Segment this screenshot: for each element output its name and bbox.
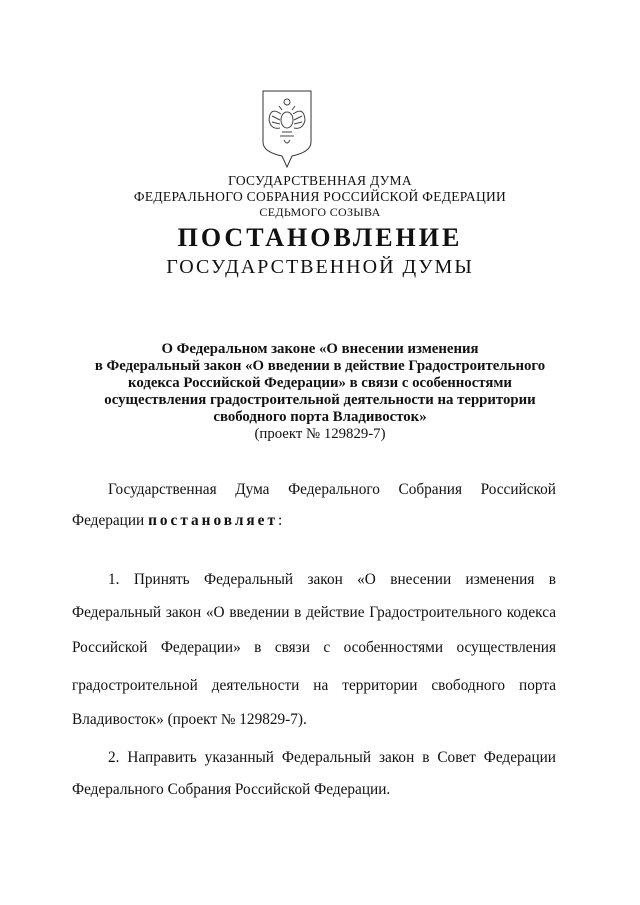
title-line: свободного порта Владивосток» — [213, 409, 427, 425]
item2-line: 2. Направить указанный Федеральный закон в Совет Федерации — [108, 749, 556, 766]
document-title — [0, 341, 640, 443]
document-type-heading: ПОСТАНОВЛЕНИЕ — [177, 223, 463, 252]
project-number: (проект № 129829-7) — [254, 426, 386, 442]
intro-colon: : — [277, 512, 283, 529]
title-line: кодекса Российской Федерации» в связи с особенностями — [128, 375, 512, 391]
title-line: осуществления градостроительной деятельности на территории — [104, 392, 536, 408]
document-subtype-heading: ГОСУДАРСТВЕННОЙ ДУМЫ — [166, 256, 474, 278]
intro-text: Федерации — [72, 512, 149, 529]
title-line: О Федеральном законе «О внесении изменения — [161, 341, 479, 357]
coat-of-arms-emblem — [262, 90, 312, 168]
intro-line — [72, 512, 556, 530]
title-line: в Федеральный закон «О введении в действие Градостроительного — [94, 358, 546, 374]
item2-line: Федерального Собрания Российской Федерации. — [72, 781, 391, 798]
header-line-duma: ГОСУДАРСТВЕННАЯ ДУМА — [228, 173, 412, 188]
resolves-word: постановляет — [148, 512, 278, 529]
header-line-federal-assembly: ФЕДЕРАЛЬНОГО СОБРАНИЯ РОССИЙСКОЙ ФЕДЕРАЦИИ — [133, 189, 507, 204]
intro-line: Государственная Дума Федерального Собрания Российской — [108, 481, 556, 498]
item1-line: Федеральный закон «О введении в действие Градостроительного кодекса — [72, 604, 556, 621]
header-line-convocation: СЕДЬМОГО СОЗЫВА — [259, 205, 381, 219]
item1-line: 1. Принять Федеральный закон «О внесении изменения в — [108, 571, 556, 588]
item1-line: Российской Федерации» в связи с особенностями осуществления — [72, 639, 556, 656]
item1-line: градостроительной деятельности на территории свободного порта — [72, 677, 556, 694]
item1-line: Владивосток» (проект № 129829-7). — [72, 711, 307, 728]
